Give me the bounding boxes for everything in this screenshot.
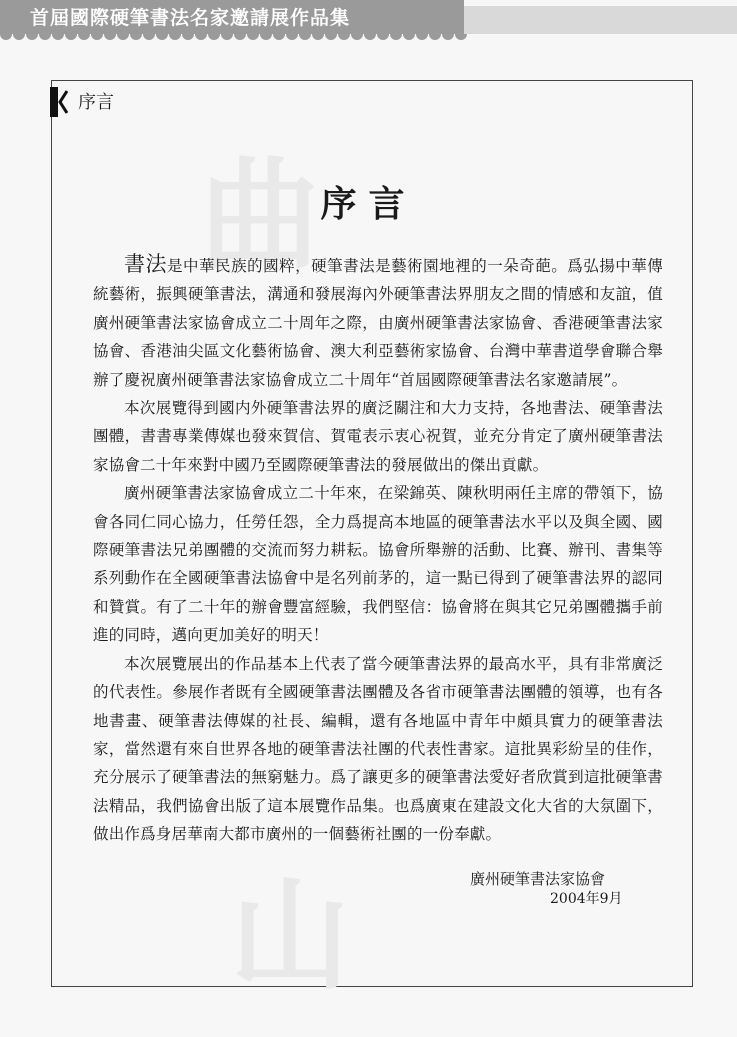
watermark-calligraphy-bottom: 山 bbox=[230, 865, 350, 1006]
paragraph-2: 本次展覽得到國内外硬筆書法界的廣泛關注和大力支持，各地書法、硬筆書法團體，書書專業傳媒也發來賀信、賀電表示衷心祝賀，並充分肯定了廣州硬筆書法家協會二十年來對中國乃至國際硬筆書法的發展做出的傑出貢獻。 bbox=[93, 399, 663, 474]
page-title: 序言 bbox=[320, 183, 417, 225]
paragraph-1 bbox=[93, 250, 663, 394]
paragraph-4: 本次展覽展出的作品基本上代表了當今硬筆書法界的最高水平，具有非常廣泛的代表性。參展作者既有全國硬筆書法團體及各省市硬筆書法團體的領導，也有各地書畫、硬筆書法傳媒的社長、編輯，還有各地區中青年中頗具實力的硬筆書法家，當然還有來自世界各地的硬筆書法社團的代表性書家。這批異彩紛呈的佳作，充分展示了硬筆書法的無窮魅力。爲了讓更多的硬筆書法愛好者欣賞到這批硬筆書法精品，我們協會出版了這本展覽作品集。也爲廣東在建設文化大省的大氛圍下，做出作爲身居華南大都市廣州的一個藝術社團的一份奉獻。 bbox=[93, 654, 663, 844]
header-banner bbox=[0, 0, 464, 34]
paragraph-3: 廣州硬筆書法家協會成立二十年來，在梁錦英、陳秋明兩任主席的帶領下，協會各同仁同心協力，任勞任怨，全力爲提高本地區的硬筆書法水平以及與全國、國際硬筆書法兄弟團體的交流而努力耕耘。協會所舉辦的活動、比賽、辦刊、書集等系列動作在全國硬筆書法協會中是名列前茅的，這一點已得到了硬筆書法界的認同和贊賞。有了二十年的辦會豐富經驗，我們堅信：協會將在與其它兄弟團體攜手前進的同時，邁向更加美好的明天！ bbox=[93, 484, 663, 645]
lead-characters: 書法 bbox=[124, 252, 168, 276]
section-label: 序言 bbox=[78, 92, 114, 113]
header-scallop-edge bbox=[0, 34, 470, 48]
book-title: 首屆國際硬筆書法名家邀請展作品集 bbox=[30, 7, 351, 29]
section-marker-bar bbox=[50, 87, 58, 117]
paragraph-1-text: 是中華民族的國粹，硬筆書法是藝術園地裡的一朵奇葩。爲弘揚中華傳統藝術，振興硬筆書法，溝通和發展海內外硬筆書法界朋友之間的情感和友誼，值廣州硬筆書法家協會成立二十周年之際，由廣州硬筆書法家協會、香港硬筆書法家協會、香港油尖區文化藝術協會、澳大利亞藝術家協會、台灣中華書道學會聯合舉辦了慶祝廣州硬筆書法家協會成立二十周年“首屆國際硬筆書法名家邀請展”。 bbox=[93, 257, 664, 389]
signature-organization: 廣州硬筆書法家協會 bbox=[470, 870, 606, 888]
signature-date: 2004年9月 bbox=[550, 891, 623, 907]
preface-body bbox=[93, 250, 663, 849]
header-strip bbox=[464, 6, 737, 34]
chevron-left-icon bbox=[58, 90, 68, 114]
watermark-calligraphy-top: 曲 bbox=[200, 145, 320, 286]
